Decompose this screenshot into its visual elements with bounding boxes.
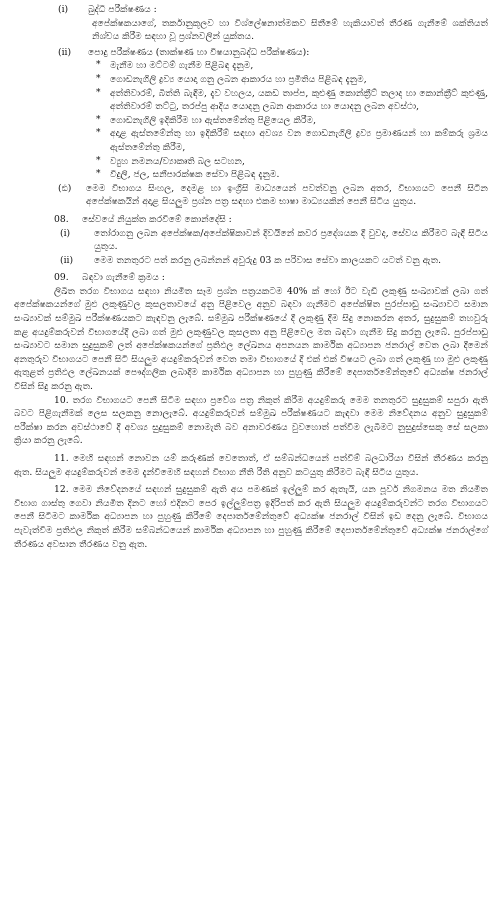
paragraph-10-text: තරග විභාගයට පෙනී සිටීම සඳහා ප්‍රවේශ පත්‍ර නිකුත් කිරීම අයදුම්කරු මෙම තනතුරට සුදුසුකම් සපුරා ඇති බවට පිළිගැනීමක් ලෙස සලකනු නොලැබේ. අයදුම්කරුවන් සම්මුඛ පරීක්ෂණයට කැඳවා මෙම නිවේදනය අනුව සුදුසුකම් පරීක්ෂා කරන අවස්ථාවේ දී අවශ්‍ය සුදුසුකම් නොමැති බව අනාවරණය වුවහොත් පත්වීම ලැබීමට නුසුදුස්සෙකු සේ සලකා ක්‍රියා කරනු ලැබේ.: [14, 394, 489, 447]
list-item: * ගොඩනැගිලි ඉදිකිරීම හා ඇස්තමේන්තු පිළියෙල කිරීම,: [96, 114, 317, 126]
asterisk-bullet-icon: *: [96, 87, 101, 98]
list-item: * ගොඩනැගිලි ද්‍රව්‍ය යොදා ගනු ලබන ආකාරය හා ප්‍රමිතිය පිළිබඳ දැනුම,: [96, 73, 367, 85]
intro-section: [58, 3, 488, 17]
general-test-section: [58, 46, 488, 60]
paragraph-10-number: 10.: [54, 394, 69, 406]
service-conditions-title: සේවයේ නියුක්ත කරවීමේ කොන්දේසි :: [82, 213, 232, 225]
paragraph-10: [14, 394, 488, 448]
recruitment-method-section: [54, 271, 488, 285]
asterisk-bullet-icon: *: [96, 114, 101, 125]
recruitment-method-title: බඳවා ගැනීමේ ක්‍රමය :: [82, 272, 165, 284]
general-test-number: (ii): [58, 46, 72, 58]
recruitment-method-number: 09.: [54, 272, 69, 284]
paragraph-12: [14, 483, 488, 551]
intro-title: බුද්ධි පරීක්ෂණය :: [88, 4, 157, 15]
asterisk-bullet-icon: *: [96, 128, 101, 139]
paragraph-11-text: මෙහි සඳහන් නොවන යම් කරුණක් වෙතොත්, ඒ සම්බන්ධයෙන් පත්වීම් බලධාරියා විසින් තීරණය කරනු ඇත. සියලුම අයදුම්කරුවන් මෙම දැන්වීමෙහි සඳහන් විභාග නීති රීති අනුව කටයුතු කිරීමට බැඳී සිටිය යුතුය.: [14, 453, 488, 478]
service-conditions-section: [54, 213, 488, 227]
general-test-title: පොදු පරීක්ෂණය (තාක්ෂණ හා විෂයානුබද්ධ පරීක්ෂණය):: [88, 46, 310, 58]
list-item: * අදාළ ඇස්තමේන්තු හා ඉදිකිරීම් සඳහා අවශ්‍ය වන ගොඩනැගිලි ද්‍රව්‍ය ප්‍රමාණයන් හා කම්කරු ශ්‍රමය ඇස්තමේන්තු කිරීම,: [96, 128, 488, 153]
paragraph-11: [14, 452, 488, 479]
general-test-list: [96, 59, 488, 181]
asterisk-bullet-icon: *: [96, 73, 101, 84]
asterisk-bullet-icon: *: [96, 169, 101, 180]
paragraph-11-number: 11.: [54, 453, 69, 464]
recruitment-method-text: ලිඛිත තරග විභාගය සඳහා නියමිත සෑම ප්‍රශ්න පත්‍රයකටම 40% ක් හෝ ඊට වැඩි ලකුණු සංඛ්‍යාවක් ලබා ගත් අපේක්ෂකයන්ගේ මුළු ලකුණුවල කුසලතාවයේ අනු පිළිවෙල අනුව බඳවා ගැනීමට අපේක්ෂිත පුරප්පාඩු සංඛ්‍යාවට සමාන සංඛ්‍යාවක් සම්මුඛ පරීක්ෂණයකට කැඳවනු ලැබේ. සම්මුඛ පරීක්ෂණයේ දී ලකුණු දීම සිදු නොකරන අතර, සුදුසුකම් තහවුරු කළ අයදුම්කරුවන් විභාගයේදී ලබා ගත් මුළු ලකුණුවල කුසලතා අනු පිළිවෙල මත බඳවා ගැනීම සිදු කරනු ලැබේ. පුරප්පාඩු සංඛ්‍යාවට සමාන සුදුසුකම් ලත් අපේක්ෂකයන්ගේ ප්‍රතිඵල ලේඛනය අපනයන කාර්මික අධ්‍යාපන ජනරාල් වෙත ලබා දීමෙන් අනතුරුව විභාගයට පෙනී සිටි සියලුම අයදුම්කරුවන් වෙත තමා විභාගයේ දී එක් එක් විෂයට ලබා ගත් ලකුණු හා මුළු ලකුණු ඇතුළත් ප්‍රතිඵල ලේඛනයක් පෞද්ගලික ලබාදීම කාර්මික අධ්‍යාපන හා පුහුණු කිරීමේ දෙපාර්තමේන්තුවේ අධ්‍යක්ෂ ජනරාල් විසින් සිදු කරනු ඇත.: [14, 285, 488, 393]
list-item: * ව්‍යුහ නමනය/ව්‍යාකෘති බල සටහන,: [96, 155, 245, 167]
intro-number: (i): [58, 4, 69, 15]
asterisk-bullet-icon: *: [96, 60, 101, 71]
list-item: * විදුලි, ජල, සනීපාරක්ෂක සේවා පිළිබඳ දැනුම.: [96, 169, 280, 181]
list-item: * මැනීම හා මට්ටම් ගැනීම පිළිබඳ දැනුම,: [96, 60, 254, 72]
list-item: * අත්තිවාරම්, බිත්ති බැඳීම, දැව වහලය, යකඩ තාප්ප, කුළුණු කොන්ක්‍රීට් තලාද හා කොන්ක්‍රීට් කුළුණු, අත්තිවාරම් තට්ටු, තරප්පු ආදිය යොදනු ලබන ආකාරය හා යොදනු ලබන අවස්ථා,: [96, 87, 488, 113]
list-item: (ii) මෙම තනතුරට පත් කරනු ලබන්නන් අවුරුදු 03 ක පරිවාස සේවා කාලයකට යටත් වනු ඇත.: [60, 254, 442, 266]
paragraph-12-number: 12.: [54, 484, 69, 496]
intro-text: අපේක්ෂකයාගේ, තර්කානුකූලව හා විශ්ලේෂනාත්මකව සිතීමේ හැකියාවත් තීරණ ගැනීමේ ශක්තියත් නිශ්චය කිරීම සඳහා වූ ප්‍රශ්නවලින් යුක්තය.: [92, 17, 488, 43]
language-medium-number: (ඪ): [58, 182, 72, 194]
paragraph-12-text: මෙම නිවේදනයේ සඳහන් සුදුසුකම් ඇති අය පමණක් ඉල්ලුම් කර ඇතැයි, යන පූර්ව නිගමනය මත නියමිත විභාග ගාස්තු ගෙවා නියමිත දිනට හෝ එදිනට පෙර ඉල්ලුම්පත්‍ර ඉදිරිපත් කර ඇති සියලුම අයදුම්කරුවන්ට තරග විභාගයට පෙනී සිටීමට කාර්මික අධ්‍යාපන හා පුහුණු කිරීමේ දෙපාර්තමේන්තුවේ අධ්‍යක්ෂ ජනරාල් විසින් ඉඩ දෙනු ලැබේ. විභාගය පැවැත්වීම ප්‍රතිඵල නිකුත් කිරීම සම්බන්ධයෙන් කාර්මික අධ්‍යාපන හා පුහුණු කිරීමේ දෙපාර්තමේන්තුවේ අධ්‍යක්ෂ ජනරාල්ගේ තීරණය අවසාන තීරණය වනු ඇත.: [14, 484, 488, 550]
list-item: (i) තෝරාගනු ලබන අපේක්ෂක/අපේක්ෂිකාවන් දිවයිනේ කවර ප්‍රදේශයක දී වුවද, සේවය කිරීමට බැඳී සිටිය යුතුය.: [60, 227, 488, 253]
asterisk-bullet-icon: *: [96, 155, 101, 166]
language-medium-text: මෙම විභාගය සිංහල, දෙමළ හා ඉංග්‍රීසි මාධ්‍යයෙන් පවත්වනු ලබන අතර, විභාගයට පෙනී සිටින අපේක්ෂකයින් අදාළ සියලුම ප්‍රශ්න පත්‍ර සඳහා එකම භාෂා මාධ්‍යයකින් පෙනී සිටිය යුතුය.: [86, 182, 488, 208]
service-conditions-number: 08.: [54, 213, 69, 225]
service-conditions-list: [60, 227, 488, 268]
language-medium-section: [58, 182, 488, 209]
